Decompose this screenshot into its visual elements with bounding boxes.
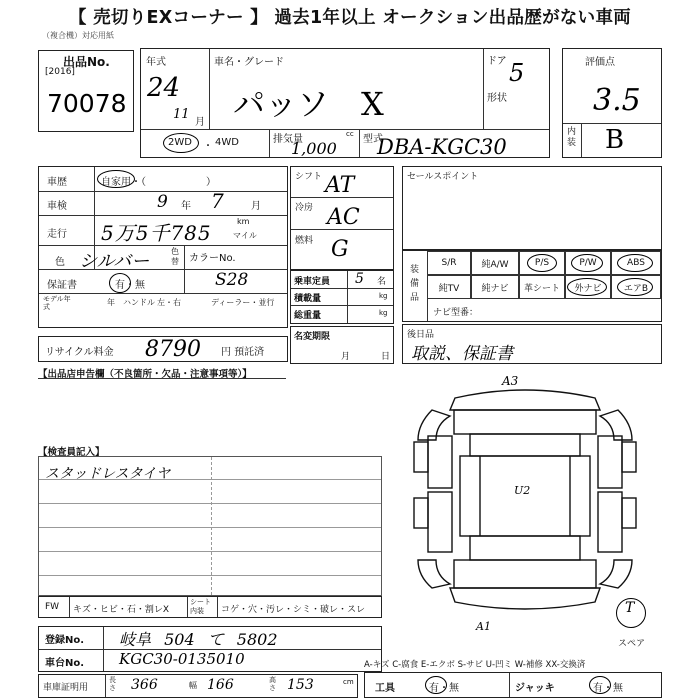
warranty-value: 有・無 (115, 280, 145, 291)
displacement-value: 1,000 (291, 139, 337, 158)
mileage-label: 走行 (47, 229, 67, 240)
equip-ext-navi: 外ナビ (565, 275, 611, 299)
shape-label: 形状 (487, 93, 507, 104)
grade-value: 3.5 (593, 83, 641, 118)
equip-navi: 純ナビ (471, 275, 519, 299)
diagram-top-mark: A3 (502, 374, 519, 388)
equip-abs: ABS (611, 251, 661, 275)
displacement-label: 排気量 (273, 134, 303, 145)
width-label: 幅 (189, 681, 197, 690)
tools-value: 有・無 (429, 683, 459, 694)
width-value: 166 (207, 677, 234, 693)
model-year-unit: 年 (107, 298, 115, 307)
ac-label: 冷房 (295, 203, 314, 213)
chassis-label: 車台No. (45, 658, 85, 669)
change-deadline-box (290, 326, 394, 364)
height-label: 高さ (269, 676, 276, 692)
deadline-day: 日 (381, 352, 391, 362)
equipment-box (402, 250, 662, 322)
registration-label: 登録No. (45, 635, 85, 646)
seat-text: コゲ・穴・汚レ・シミ・破レ・スレ (221, 605, 366, 615)
change-deadline-label: 名変期限 (294, 332, 331, 342)
interior-label: 内装 (567, 127, 577, 148)
ext-navi-circle (567, 278, 607, 296)
mileage-unit-km: km (237, 217, 250, 226)
drive-4wd: 4WD (215, 137, 239, 148)
recycle-box (38, 336, 288, 362)
inspection-year-unit: 年 (181, 201, 191, 212)
registration-box (38, 626, 382, 672)
capacity-box (290, 270, 394, 324)
shift-value: AT (325, 173, 355, 198)
mileage-unit-mile: マイル (233, 231, 257, 240)
weight-unit: kg (379, 309, 388, 317)
capacity-label: 乗車定員 (294, 277, 331, 287)
load-label: 積載量 (294, 294, 322, 304)
displacement-unit: cc (346, 130, 354, 138)
damage-row (38, 596, 382, 618)
after-work-box (402, 324, 662, 364)
spare-label: スペア (618, 639, 646, 649)
seat-label: シート内装 (190, 598, 211, 615)
year-value: 24 (147, 73, 181, 103)
month-unit: 月 (195, 117, 205, 128)
vehicle-box (140, 48, 550, 158)
recycle-value: 8790 (145, 337, 201, 362)
capacity-value: 5 (355, 271, 364, 287)
dealer-label: ディーラー・並行 (211, 298, 275, 307)
inspection-year: 9 (157, 192, 168, 212)
model-value: DBA-KGC30 (377, 135, 507, 159)
banner: 【 売切りEXコーナー 】 過去1年以上 オークション出品歴がない車両 (0, 0, 700, 32)
name-value: パッソ X (233, 85, 384, 123)
abs-circle (617, 254, 653, 272)
after-work-value: 取説、保証書 (411, 344, 513, 364)
equip-pw: P/W (565, 251, 611, 275)
certificate-unit: cm (343, 678, 354, 686)
color-label: 色 (55, 257, 65, 268)
grade-label: 評価点 (585, 57, 615, 68)
deadline-month: 月 (341, 352, 351, 362)
damage-legend: A-キズ C-腐食 E-エクボ S-サビ U-凹ミ W-補修 XX-交換済 (364, 660, 586, 670)
history-box (38, 166, 288, 328)
fuel-label: 燃料 (295, 236, 314, 246)
interior-value: B (605, 125, 625, 155)
height-value: 153 (287, 677, 314, 693)
lot-label: 出品No. (63, 55, 110, 69)
certificate-box (38, 674, 358, 698)
equip-tv: 純TV (427, 275, 471, 299)
load-unit: kg (379, 292, 388, 300)
fuel-value: G (331, 237, 349, 262)
equip-leather: 革シート (519, 275, 565, 299)
lot-number: 70078 (47, 89, 127, 118)
spare-mark: T (625, 600, 635, 616)
equip-ps: P/S (519, 251, 565, 275)
registration-value: 岐阜 504 て 5802 (119, 630, 278, 649)
handle-label: ハンドル (123, 298, 155, 307)
drive-sep: ・ (203, 141, 213, 152)
tools-box (364, 672, 662, 698)
drive-2wd: 2WD (168, 137, 192, 148)
color-no-value: S28 (215, 270, 249, 290)
capacity-unit: 名 (377, 277, 387, 287)
tools-label: 工具 (375, 683, 395, 694)
certificate-label: 車庫証明用 (43, 683, 89, 693)
lot-box (38, 50, 134, 132)
airbag-circle (617, 278, 653, 296)
history-label: 車歴 (47, 177, 67, 188)
grade-box (562, 48, 662, 158)
length-label: 長さ (109, 676, 116, 692)
diagram-center-mark: U2 (514, 484, 531, 497)
fw-label: FW (45, 602, 60, 612)
fw-text: キズ・ヒビ・石・割レX (73, 605, 169, 615)
doors-label: ドア (487, 56, 507, 67)
equip-alloy: 純A/W (471, 251, 519, 275)
year-label: 年式 (146, 57, 166, 68)
handle-value: 左・右 (157, 298, 181, 307)
shift-label: シフト (295, 172, 323, 182)
recycle-unit: 円 預託済 (221, 347, 265, 358)
dealer-report-label: 【出品店申告欄（不良箇所・欠品・注意事項等）】 (38, 369, 252, 380)
car-diagram (410, 380, 640, 630)
ps-circle (527, 254, 557, 272)
pw-circle (571, 254, 603, 272)
equipment-label: 装備品 (410, 265, 420, 303)
chassis-value: KGC30-0135010 (119, 650, 245, 668)
inspection-month-unit: 月 (251, 201, 261, 212)
warranty-label: 保証書 (47, 280, 77, 291)
diagram-bottom-mark: A1 (476, 620, 491, 633)
equip-airbag: エアB (611, 275, 661, 299)
inspection-month: 7 (211, 189, 224, 213)
color-value: シルバー (79, 251, 150, 272)
navi-label: ナビ型番： (433, 308, 479, 318)
color-no-label: カラーNo. (189, 253, 236, 264)
month-value: 11 (173, 107, 190, 122)
inspector-note: スタッドレスタイヤ (45, 466, 171, 482)
doors-value: 5 (509, 59, 525, 87)
length-value: 366 (131, 677, 158, 693)
shift-box (290, 166, 394, 270)
inspection-label: 車検 (47, 201, 67, 212)
name-label: 車名・グレード (214, 57, 284, 68)
sales-point-label: セールスポイント (407, 172, 479, 182)
jack-label: ジャッキ (515, 683, 555, 694)
inspector-label: 【検査員記入】 (38, 447, 105, 458)
history-value: 自家用・（ ） (101, 177, 216, 188)
equip-sr: S/R (427, 251, 471, 275)
after-work-label: 後日品 (407, 330, 435, 340)
ac-value: AC (327, 205, 360, 230)
jack-value: 有・無 (593, 683, 623, 694)
header-note: （複合機）対応用紙 (42, 31, 114, 40)
sales-point-box (402, 166, 662, 250)
mileage-value: 5万5千785 (101, 221, 212, 245)
color-change-label: 色替 (171, 247, 179, 266)
weight-label: 総重量 (294, 311, 322, 321)
model-label: 型式 (363, 134, 383, 145)
lot-year-stamp: [2016] (45, 67, 75, 77)
inspector-area (38, 456, 382, 596)
recycle-label: リサイクル料金 (45, 347, 114, 358)
model-year-label: モデル年式 (43, 295, 71, 311)
